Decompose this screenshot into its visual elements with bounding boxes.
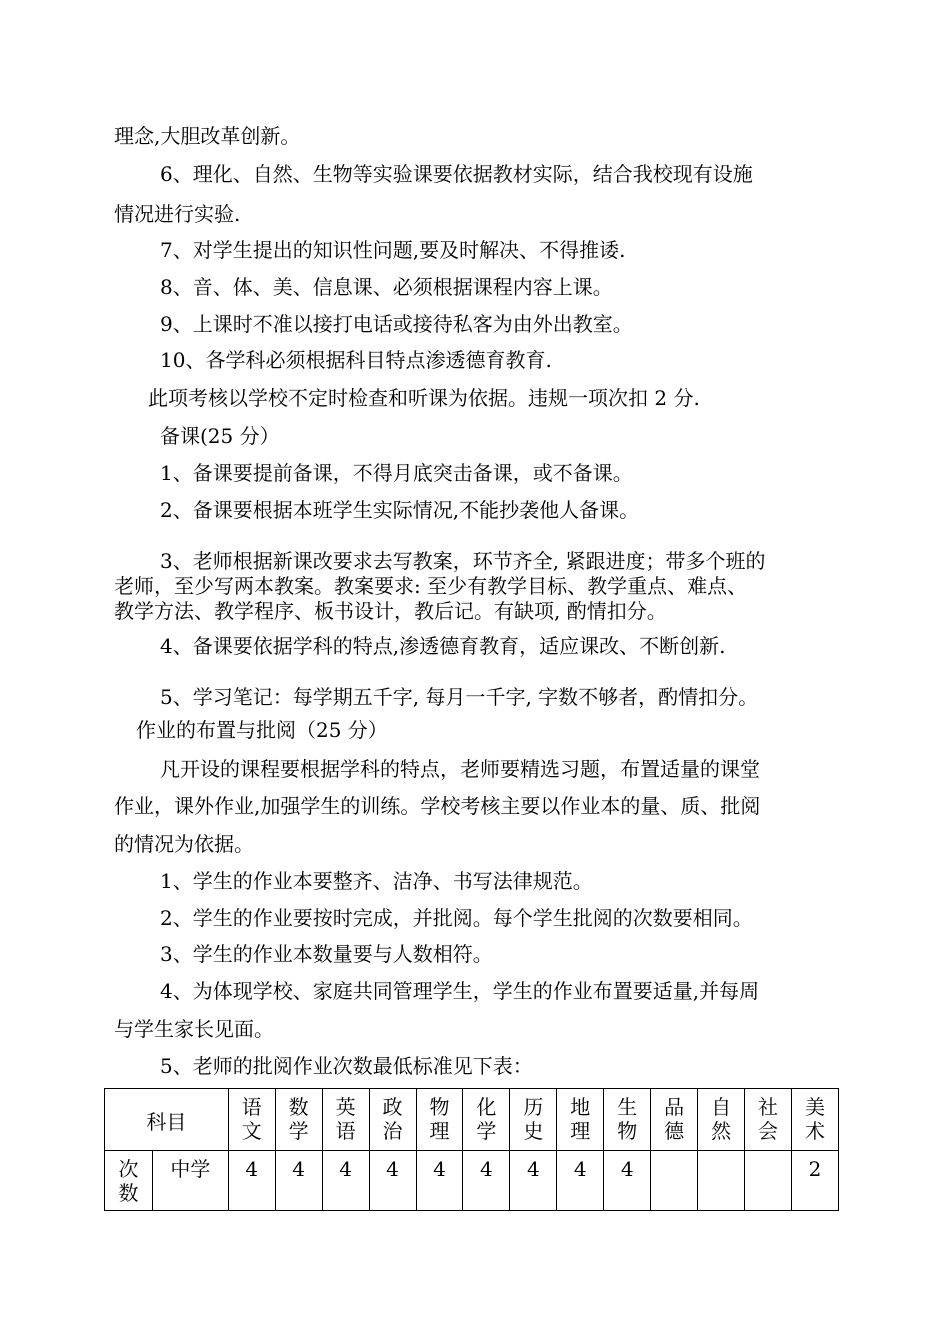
count-cell [745,1151,792,1211]
level-cell: 中学 [152,1151,228,1211]
subject-cell: 自然 [698,1089,745,1151]
subject-cell: 生物 [604,1089,651,1151]
paragraph-line: 2、学生的作业要按时完成，并批阅。每个学生批阅的次数要相同。 [160,906,753,930]
paragraph-line: 4、为体现学校、家庭共同管理学生，学生的作业布置要适量,并每周 [160,979,760,1003]
paragraph-line: 理念,大胆改革创新。 [114,124,301,148]
paragraph-line: 8、音、体、美、信息课、必须根据课程内容上课。 [160,275,613,299]
paragraph-line: 教学方法、教学程序、板书设计，教后记。有缺项, 酌情扣分。 [114,599,667,623]
subject-cell: 语文 [228,1089,275,1151]
paragraph-line: 老师，至少写两本教案。教案要求: 至少有教学目标、教学重点、难点、 [114,574,748,598]
paragraph-line: 作业，课外作业,加强学生的训练。学校考核主要以作业本的量、质、批阅 [114,794,761,818]
count-cell: 4 [557,1151,604,1211]
paragraph-line: 4、备课要依据学科的特点,渗透德育教育，适应课改、不断创新. [160,634,726,658]
section-heading: 备课(25 分） [160,424,280,448]
subject-cell: 地理 [557,1089,604,1151]
paragraph-line: 3、老师根据新课改要求去写教案，环节齐全, 紧跟进度；带多个班的 [160,549,766,573]
subject-cell: 品德 [651,1089,698,1151]
paragraph-line: 10、各学科必须根据科目特点渗透德育教育. [160,348,552,372]
subject-cell: 政治 [369,1089,416,1151]
count-cell: 2 [792,1151,839,1211]
paragraph-line: 5、学习笔记：每学期五千字, 每月一千字, 字数不够者，酌情扣分。 [160,685,759,709]
count-cell: 4 [604,1151,651,1211]
paragraph-line: 此项考核以学校不定时检查和听课为依据。违规一项次扣 2 分. [148,386,700,410]
count-cell [698,1151,745,1211]
paragraph-line: 情况进行实验. [114,202,241,226]
count-cell: 4 [228,1151,275,1211]
paragraph-line: 凡开设的课程要根据学科的特点，老师要精选习题，布置适量的课堂 [160,757,760,781]
paragraph-line: 与学生家长见面。 [114,1017,274,1041]
subject-cell: 数学 [275,1089,322,1151]
paragraph-line: 1、备课要提前备课，不得月底突击备课，或不备课。 [160,461,633,485]
table-row [105,1151,839,1211]
paragraph-line: 9、上课时不准以接打电话或接待私客为由外出教室。 [160,312,633,336]
paragraph-line: 的情况为依据。 [114,832,254,856]
count-cell: 4 [416,1151,463,1211]
subject-cell: 英语 [322,1089,369,1151]
count-cell: 4 [510,1151,557,1211]
paragraph-line: 7、对学生提出的知识性问题,要及时解决、不得推诿. [160,238,626,262]
subject-cell: 社会 [745,1089,792,1151]
section-heading: 作业的布置与批阅（25 分） [136,718,388,742]
paragraph-line: 3、学生的作业本数量要与人数相符。 [160,942,493,966]
count-cell: 4 [322,1151,369,1211]
subject-cell: 历史 [510,1089,557,1151]
paragraph-line: 1、学生的作业本要整齐、洁净、书写法律规范。 [160,869,593,893]
subject-cell: 化学 [463,1089,510,1151]
row-label-cell: 次数 [105,1151,153,1211]
grading-standard-table [104,1088,839,1211]
count-cell: 4 [463,1151,510,1211]
count-cell: 4 [369,1151,416,1211]
paragraph-line: 5、老师的批阅作业次数最低标准见下表： [160,1054,533,1078]
paragraph-line: 2、备课要根据本班学生实际情况,不能抄袭他人备课。 [160,498,640,522]
subject-cell: 物理 [416,1089,463,1151]
subject-header-cell: 科目 [105,1089,229,1151]
table-header-row [105,1089,839,1151]
count-cell: 4 [275,1151,322,1211]
paragraph-line: 6、理化、自然、生物等实验课要依据教材实际，结合我校现有设施 [160,162,753,186]
count-cell [651,1151,698,1211]
subject-cell: 美术 [792,1089,839,1151]
